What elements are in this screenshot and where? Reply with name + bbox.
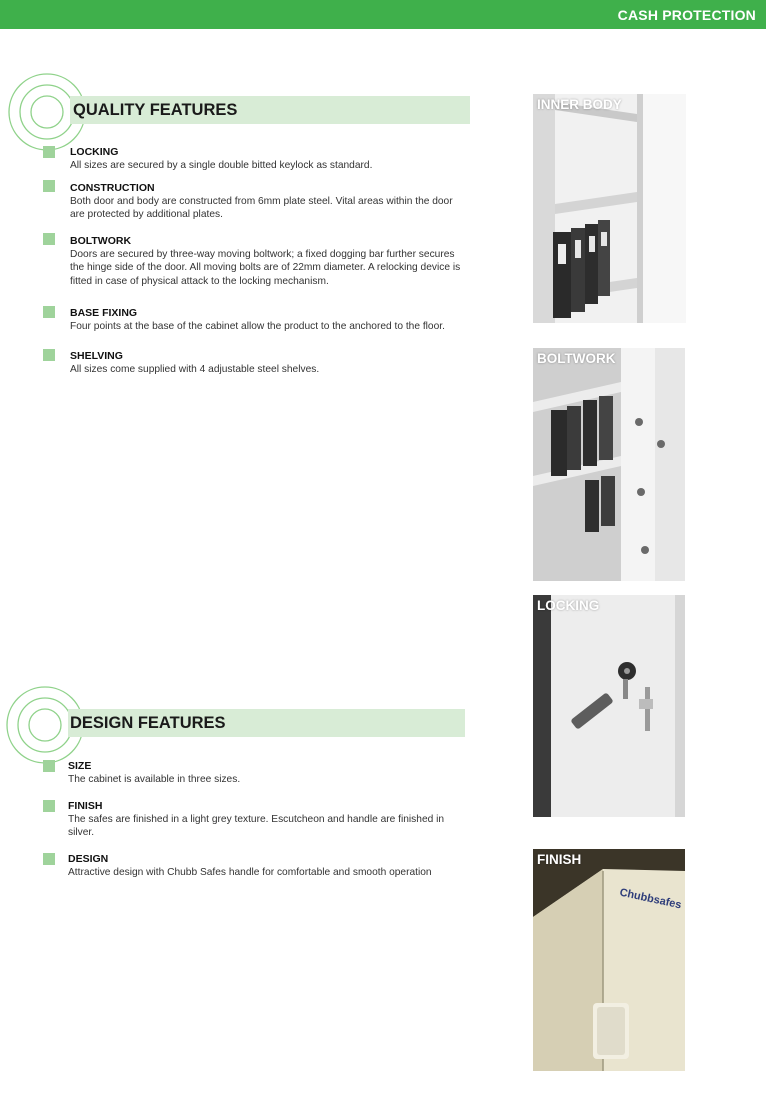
design-features-heading — [68, 709, 465, 737]
brand-logo: Chubbsafes — [618, 886, 683, 912]
category-label: CASH PROTECTION — [617, 7, 756, 23]
feature-item-boltwork: BOLTWORK Doors are secured by three-way moving boltwork; a fixed dogging bar further secures the hinge side of the door. All moving bolts are of 22mm diameter. A relocking device is fitted in case of physical attack to the locking mechanism. — [70, 235, 461, 287]
bullet-icon — [43, 760, 55, 772]
feature-item-shelving: SHELVING All sizes come supplied with 4 adjustable steel shelves. — [70, 350, 320, 375]
photo-caption: BOLTWORK — [537, 351, 616, 366]
photo-locking — [533, 595, 685, 817]
bullet-icon — [43, 146, 55, 158]
photo-finish — [533, 849, 685, 1071]
design-heading-text: DESIGN FEATURES — [70, 714, 226, 732]
inner-body-illustration — [533, 94, 686, 323]
finish-illustration — [533, 849, 685, 1071]
bullet-icon — [43, 233, 55, 245]
feature-item-locking: LOCKING All sizes are secured by a single double bitted keylock as standard. — [70, 146, 373, 171]
feature-item-finish: FINISH The safes are finished in a light grey texture. Escutcheon and handle are finished in silver. — [68, 800, 445, 839]
boltwork-illustration — [533, 348, 685, 581]
quality-features-heading — [70, 96, 470, 124]
photo-caption: FINISH — [537, 852, 582, 867]
feature-item-size: SIZE The cabinet is available in three sizes. — [68, 760, 241, 785]
quality-heading-text: QUALITY FEATURES — [73, 101, 238, 119]
feature-item-design: DESIGN Attractive design with Chubb Safes handle for comfortable and smooth operation — [68, 853, 432, 878]
photo-caption: LOCKING — [537, 598, 600, 613]
locking-illustration — [533, 595, 685, 817]
photo-inner-body — [533, 94, 686, 323]
bullet-icon — [43, 800, 55, 812]
photo-boltwork — [533, 348, 685, 581]
bullet-icon — [43, 306, 55, 318]
bullet-icon — [43, 180, 55, 192]
feature-item-base-fixing: BASE FIXING Four points at the base of the cabinet allow the product to the anchored to the floor. — [70, 307, 445, 332]
feature-item-construction: CONSTRUCTION Both door and body are constructed from 6mm plate steel. Vital areas within the door are protected by additional plates. — [70, 182, 453, 221]
bullet-icon — [43, 349, 55, 361]
photo-caption: INNER BODY — [537, 97, 622, 112]
header-bar — [0, 0, 766, 29]
bullet-icon — [43, 853, 55, 865]
